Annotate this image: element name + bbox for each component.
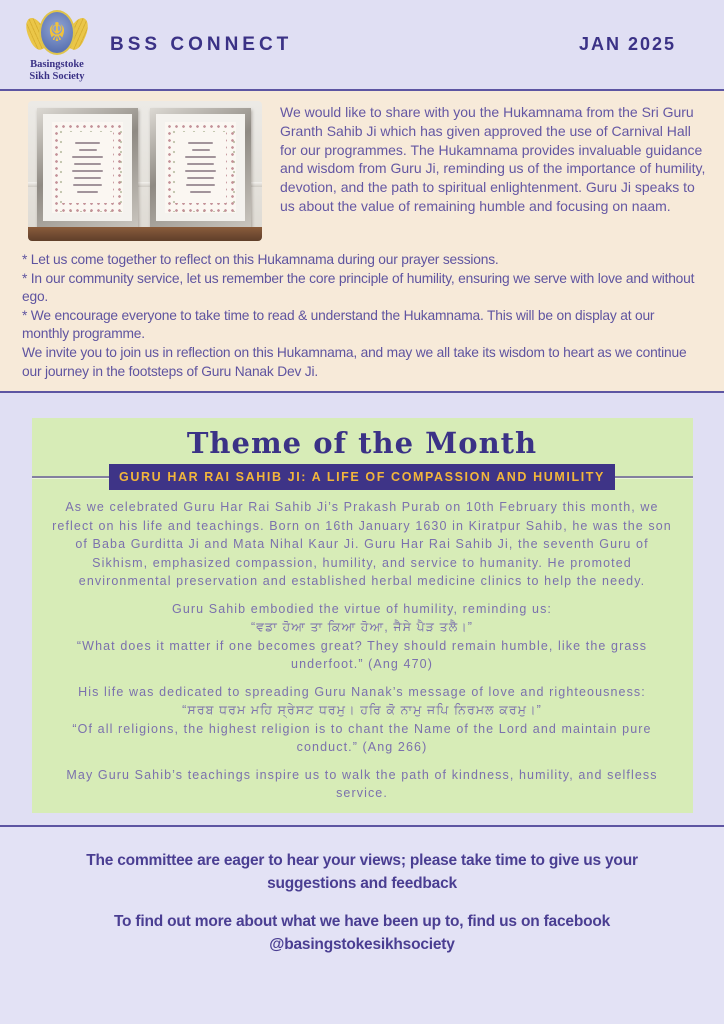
document-text-lines xyxy=(178,135,223,200)
framed-hukamnama-photo xyxy=(28,101,262,241)
newsletter-title: BSS CONNECT xyxy=(110,33,293,55)
theme-title: Theme of the Month xyxy=(186,426,538,460)
society-name-line2: Sikh Society xyxy=(29,71,85,82)
quote-intro: His life was dedicated to spreading Guru Nanak’s message of love and righteousness: xyxy=(78,684,646,699)
society-name-line1: Basingstoke xyxy=(30,59,84,70)
theme-banner: GURU HAR RAI SAHIB JI: A LIFE OF COMPASSION AND HUMILITY xyxy=(109,464,615,490)
floral-document xyxy=(52,122,123,213)
frame-mat xyxy=(156,114,245,221)
hukamnama-point: We invite you to join us in reflection on this Hukamnama, and may we all take its wisdom to heart as we continue our journey in the footsteps of Guru Nanak Dev Ji. xyxy=(22,344,687,379)
theme-closing: May Guru Sahib’s teachings inspire us to walk the path of kindness, humility, and selfless service. xyxy=(66,767,658,800)
quote-translation: “Of all religions, the highest religion is to chant the Name of the Lord and maintain pure conduct.” (Ang 266) xyxy=(72,721,652,754)
picture-frame-right xyxy=(150,108,251,227)
section-spacer xyxy=(0,813,724,825)
masthead xyxy=(0,0,724,91)
theme-section xyxy=(0,393,724,813)
theme-quote-1 xyxy=(52,600,673,674)
footer xyxy=(0,827,724,1024)
issue-date: JAN 2025 xyxy=(578,34,676,54)
banner-rule-left xyxy=(32,476,110,478)
wooden-table xyxy=(28,227,262,241)
theme-body xyxy=(52,498,673,803)
hukamnama-intro-text: We would like to share with you the Hukamnama from the Sri Guru Granth Sahib Ji which has given approved the use of Carnival Hall for our programmes. The Hukamnama provides invaluable guidance and wisdom from Guru Ji, reminding us of the importance of humility, devotion, and the path to spiritual enlightenment. Guru Ji speaks to us about the value of remaining humble and focusing on naam. xyxy=(280,104,706,214)
khanda-icon: ☬ xyxy=(47,17,67,48)
theme-banner-row xyxy=(32,464,693,490)
hands-khanda-icon xyxy=(27,10,87,56)
hukamnama-point: * In our community service, let us remember the core principle of humility, ensuring we serve with love and without ego. xyxy=(22,270,695,305)
quote-gurmukhi: “ਵਡਾ ਹੋਆ ਤਾ ਕਿਆ ਹੋਆ, ਜੈਸੇ ਪੈੜ ਤਲੈ।” xyxy=(250,620,474,634)
theme-quote-2 xyxy=(52,683,673,757)
document-text-lines xyxy=(65,135,110,200)
picture-frame-left xyxy=(37,108,138,227)
floral-document xyxy=(165,122,236,213)
logo-oval xyxy=(39,10,75,55)
hukamnama-point: * We encourage everyone to take time to read & understand the Hukamnama. This will be on display at our monthly programme. xyxy=(22,307,655,342)
hukamnama-points xyxy=(22,251,710,381)
quote-intro: Guru Sahib embodied the virtue of humility, reminding us: xyxy=(172,601,552,616)
theme-paragraph: As we celebrated Guru Har Rai Sahib Ji’s Prakash Purab on 10th February this month, we reflect on his life and teachings. Born on 16th January 1630 in Kiratpur Sahib, he was the son of Baba Gurditta Ji and Mata Nihal Kaur Ji. Guru Har Rai Sahib Ji, the seventh Guru of Sikhism, emphasized compassion, humility, and service to humanity. He promoted environmental preservation and established herbal medicine clinics to help the needy. xyxy=(52,500,672,588)
quote-gurmukhi: “ਸਰਬ ਧਰਮ ਮਹਿ ਸ੍ਰੇਸਟ ਧਰਮੁ। ਹਰਿ ਕੋ ਨਾਮੁ ਜਪਿ ਨਿਰਮਲ ਕਰਮੁ।” xyxy=(182,703,542,717)
footer-feedback-text: The committee are eager to hear your views; please take time to give us your suggestions and feedback xyxy=(86,851,638,892)
footer-facebook-text: To find out more about what we have been up to, find us on facebook @basingstokesikhsociety xyxy=(113,912,611,953)
banner-rule-right xyxy=(615,476,693,478)
hukamnama-section xyxy=(0,91,724,393)
society-logo xyxy=(20,10,94,83)
quote-translation: “What does it matter if one becomes great? They should remain humble, like the grass underfoot.” (Ang 470) xyxy=(76,638,648,671)
hukamnama-intro-row xyxy=(22,101,710,241)
frame-mat xyxy=(43,114,132,221)
hukamnama-point: * Let us come together to reflect on this Hukamnama during our prayer sessions. xyxy=(22,252,499,267)
society-name xyxy=(20,59,94,83)
theme-panel xyxy=(32,418,693,813)
